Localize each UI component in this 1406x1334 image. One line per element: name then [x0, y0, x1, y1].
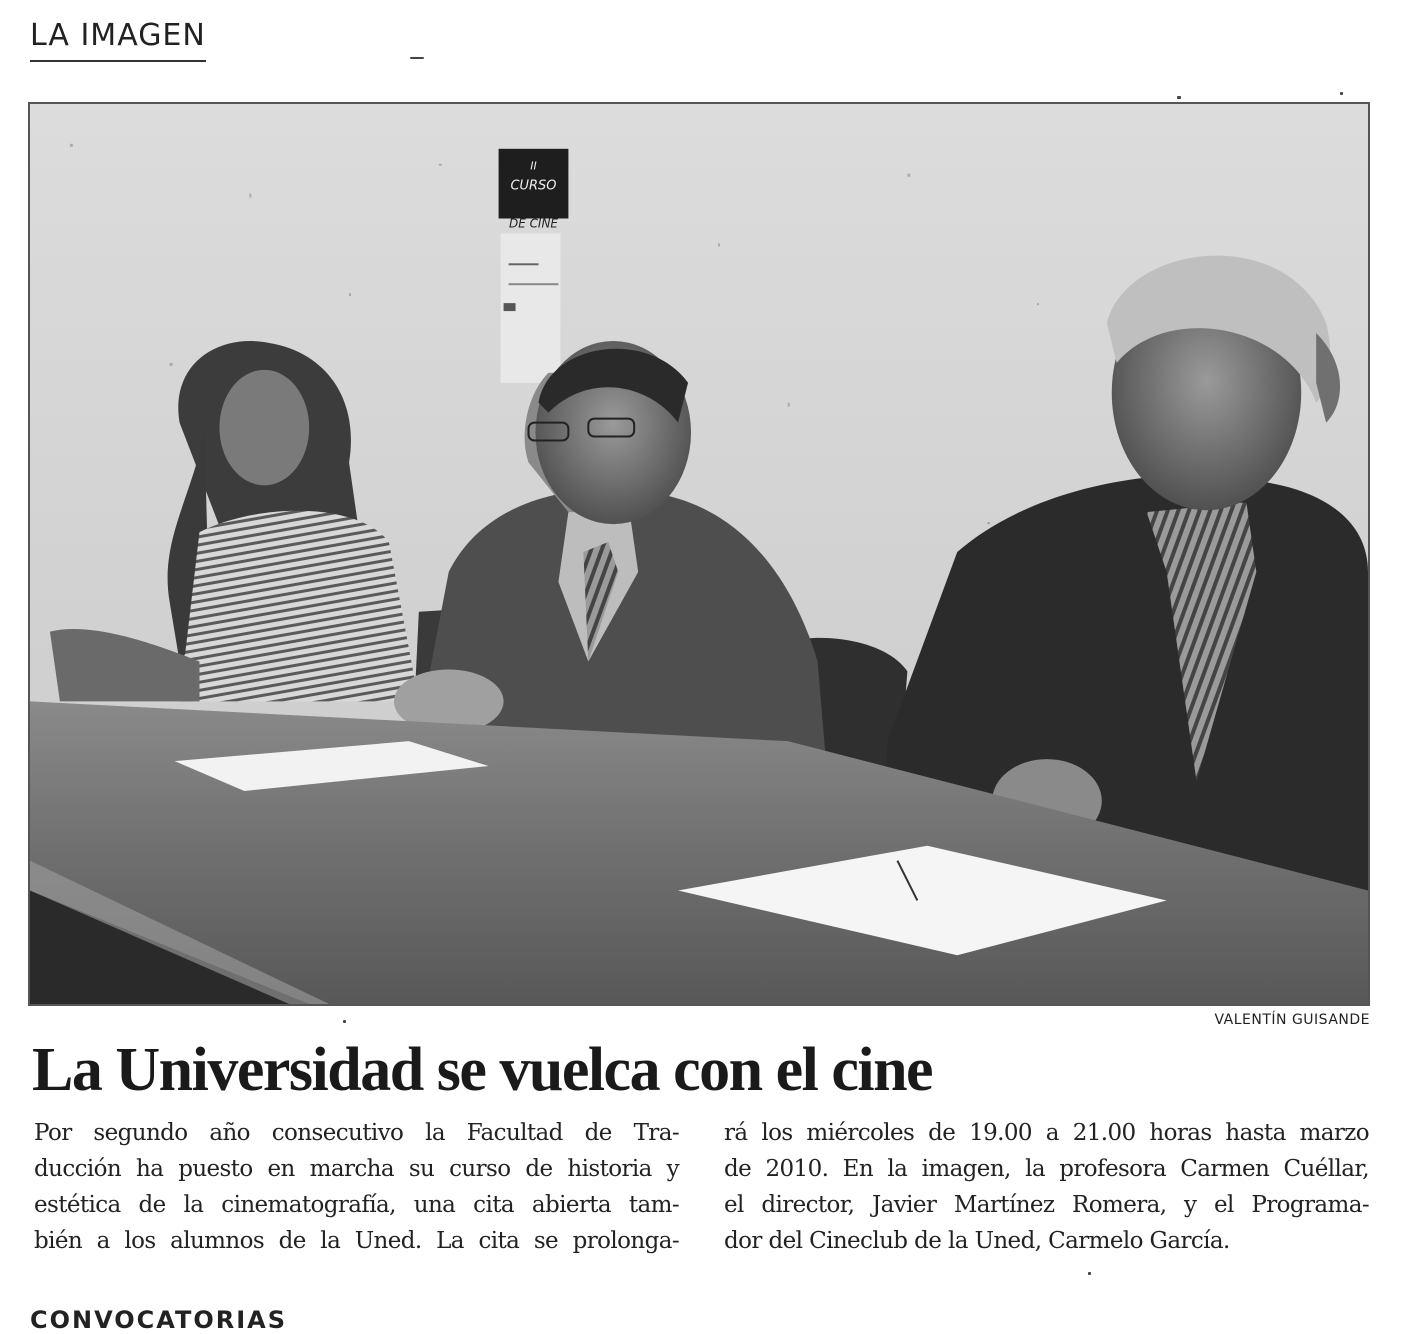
photo-credit: VALENTÍN GUISANDE — [1214, 1012, 1370, 1028]
article-column-left — [34, 1115, 679, 1259]
print-speck — [1088, 1272, 1091, 1275]
print-speck — [1340, 92, 1343, 95]
print-speck — [1177, 96, 1181, 99]
headline: La Universidad se vuelca con el cine — [32, 1036, 933, 1104]
print-speck — [410, 57, 424, 59]
banner-line: DE CINE — [509, 216, 558, 231]
article-line: estética de la cinematografía, una cita abierta tam- — [34, 1192, 679, 1218]
article-line: dor del Cineclub de la Uned, Carmelo García. — [724, 1228, 1230, 1254]
news-photo — [28, 102, 1370, 1006]
article-column-right — [724, 1115, 1369, 1259]
article-line: ducción ha puesto en marcha su curso de historia y — [34, 1156, 679, 1182]
next-section-label: CONVOCATORIAS — [30, 1306, 288, 1334]
article-line: bién a los alumnos de la Uned. La cita se prolonga- — [34, 1228, 679, 1254]
article-line: Por segundo año consecutivo la Facultad de Tra- — [34, 1120, 679, 1146]
section-label: LA IMAGEN — [30, 18, 206, 62]
course-banner — [499, 149, 569, 383]
print-speck — [343, 1020, 346, 1023]
banner-line: CURSO — [510, 178, 557, 194]
article-line: de 2010. En la imagen, la profesora Carmen Cuéllar, — [724, 1156, 1369, 1182]
article-line: rá los miércoles de 19.00 a 21.00 horas hasta marzo — [724, 1120, 1369, 1146]
article-line: el director, Javier Martínez Romera, y el Programa- — [724, 1192, 1369, 1218]
banner-line: II — [530, 159, 537, 173]
